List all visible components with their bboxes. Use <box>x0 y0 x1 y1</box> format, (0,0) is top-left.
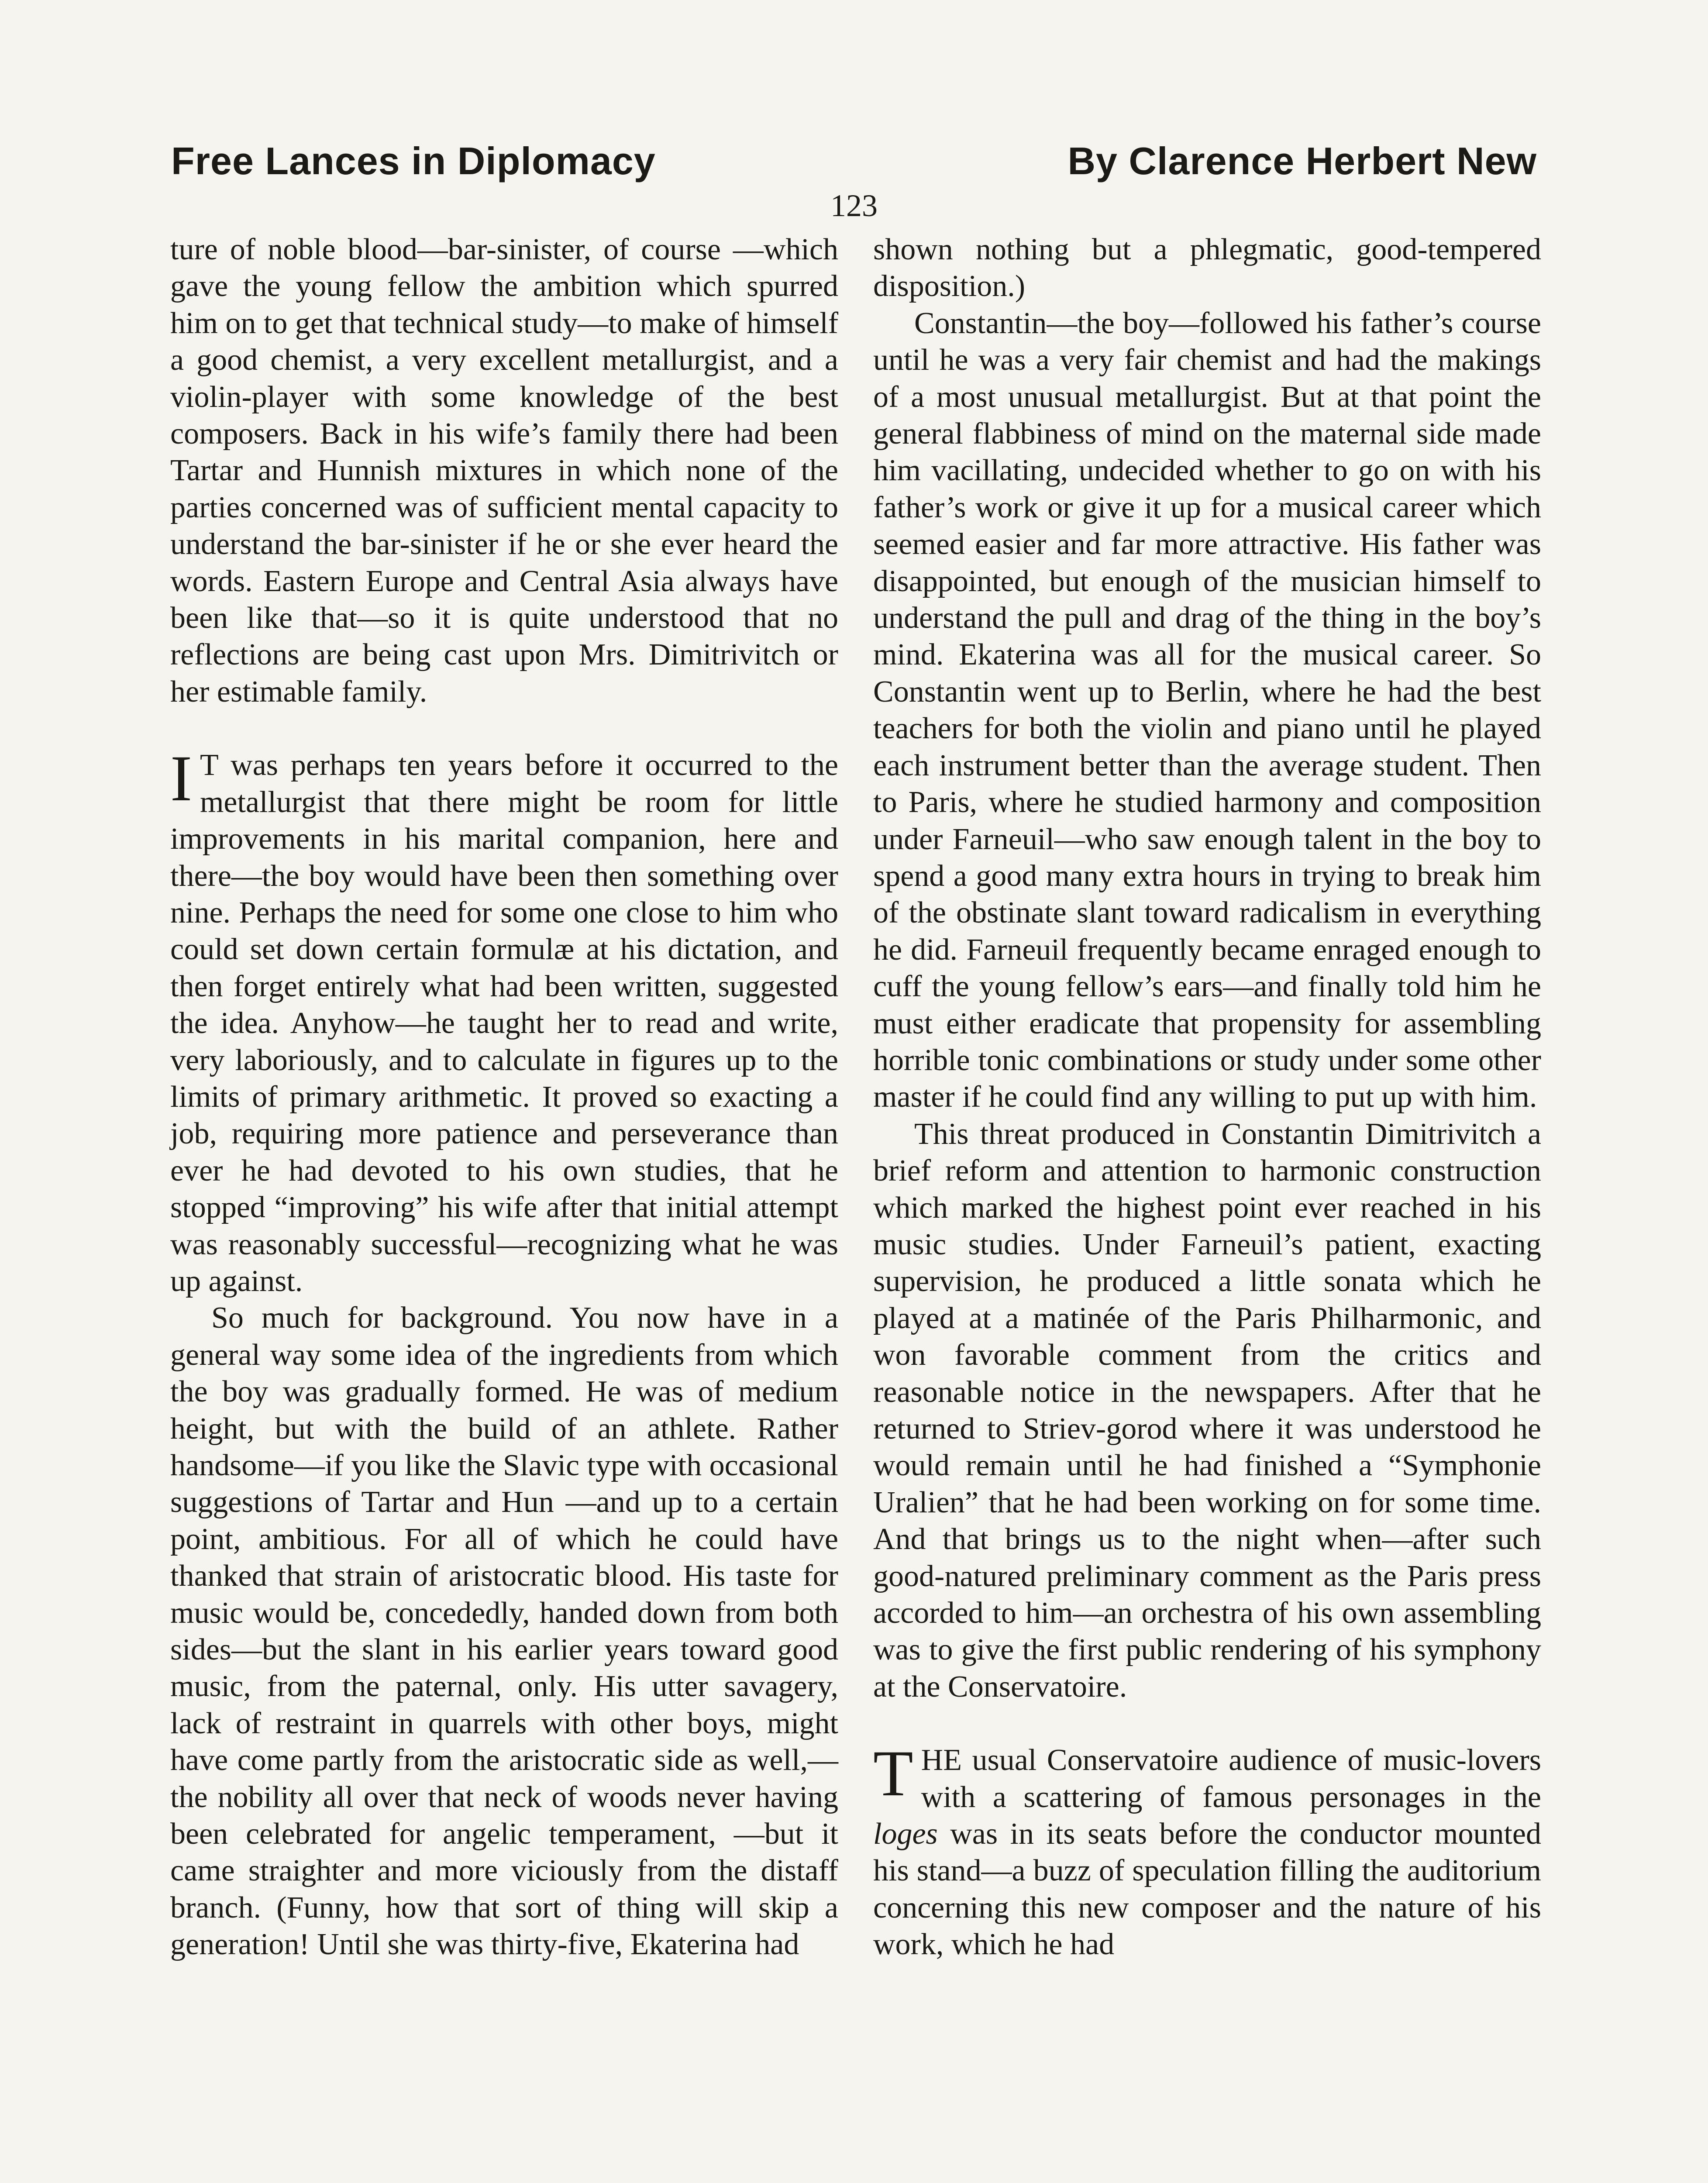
paragraph-text: HE usual Conservatoire audience of music-lovers with a scattering of famous personages in the <box>921 1743 1541 1814</box>
story-title: Free Lances in Diplomacy <box>171 139 656 182</box>
paragraph: shown nothing but a phlegmatic, good-tempered disposition.) <box>873 233 1541 303</box>
running-head <box>171 139 1537 183</box>
paragraph-text: was in its seats before the conductor mounted his stand—a buzz of speculation filling the auditorium concerning this new composer and the nature of his work, which he had <box>873 1817 1541 1962</box>
right-column <box>873 231 1541 1963</box>
paragraph: This threat produced in Constantin Dimitrivitch a brief reform and attention to harmonic construction which marked the highest point ever reached in his music studies. Under Farneuil’s patient, exacting supervision, he produced a little sonata which he played at a matinée of the Paris Philharmonic, and won favorable comment from the critics and reasonable notice in the newspapers. After that he returned to Striev-gorod where it was understood he would remain until he had finished a “Symphonie Uralien” that he had been working on for some time. And that brings us to the night when—after such good-natured preliminary comment as the Paris press accorded to him—an orchestra of his own assembling was to give the first public rendering of his symphony at the Conservatoire. <box>873 1117 1541 1704</box>
paragraph: Constantin—the boy—followed his father’s course until he was a very fair chemist and had the makings of a most unusual metallurgist. But at that point the general flabbiness of mind on the maternal side made him vacillating, undecided whether to go on with his father’s work or give it up for a musical career which seemed easier and far more attractive. His father was disappointed, but enough of the musician himself to understand the pull and drag of the thing in the boy’s mind. Ekaterina was all for the musical career. So Constantin went up to Berlin, where he had the best teachers for both the violin and piano until he played each instrument better than the average student. Then to Paris, where he studied harmony and composition under Farneuil—who saw enough talent in the boy to spend a good many extra hours in trying to break him of the obstinate slant toward radicalism in everything he did. Farneuil frequently became enraged enough to cuff the young fellow’s ears—and finally told him he must either eradicate that propensity for assembling horrible tonic combinations or study under some other master if he could find any willing to put up with him. <box>873 306 1541 1114</box>
author-byline: By Clarence Herbert New <box>1068 139 1537 182</box>
paragraph: So much for background. You now have in a general way some idea of the ingredients from which the boy was gradually formed. He was of medium height, but with the build of an athlete. Rather handsome—if you like the Slavic type with occasional suggestions of Tartar and Hun —and up to a certain point, ambitious. For all of which he could have thanked that strain of aristocratic blood. His taste for music would be, concededly, handed down from both sides—but the slant in his earlier years toward good music, from the paternal, only. His utter savagery, lack of restraint in quarrels with other boys, might have come partly from the aristocratic side as well,—the nobility all over that neck of woods never having been celebrated for angelic temperament, —but it came straighter and more viciously from the distaff branch. (Funny, how that sort of thing will skip a generation! Until she was thirty-five, Ekaterina had <box>170 1301 838 1962</box>
paragraph: ture of noble blood—bar-sinister, of course —which gave the young fellow the ambition which spurred him on to get that technical study—to make of himself a good chemist, a very excellent metallurgist, and a violin-player with some knowledge of the best composers. Back in his wife’s family there had been Tartar and Hunnish mixtures in which none of the parties concerned was of sufficient mental capacity to understand the bar-sinister if he or she ever heard the words. Eastern Europe and Central Asia always have been like that—so it is quite understood that no reflections are being cast upon Mrs. Dimitrivitch or her estimable family. <box>170 233 838 709</box>
drop-cap: T <box>873 1737 913 1810</box>
drop-cap: I <box>170 742 192 815</box>
paragraph-text: T was perhaps ten years before it occurred to the metallurgist that there might be room for little improvements in his marital companion, here and there—the boy would have been then something over nine. Perhaps the need for some one close to him who could set down certain formulæ at his dictation, and then forget entirely what had been written, suggested the idea. Anyhow—he taught her to read and write, very laboriously, and to calculate in figures up to the limits of primary arithmetic. It proved so exacting a job, requiring more patience and perseverance than ever he had devoted to his own studies, that he stopped “improving” his wife after that initial attempt was reasonably successful—recognizing what he was up against. <box>170 748 838 1298</box>
italic-word: loges <box>873 1817 938 1851</box>
section-paragraph <box>873 1737 1541 1963</box>
left-column <box>170 231 838 1963</box>
section-paragraph <box>170 742 838 1300</box>
page-number: 123 <box>830 188 878 223</box>
